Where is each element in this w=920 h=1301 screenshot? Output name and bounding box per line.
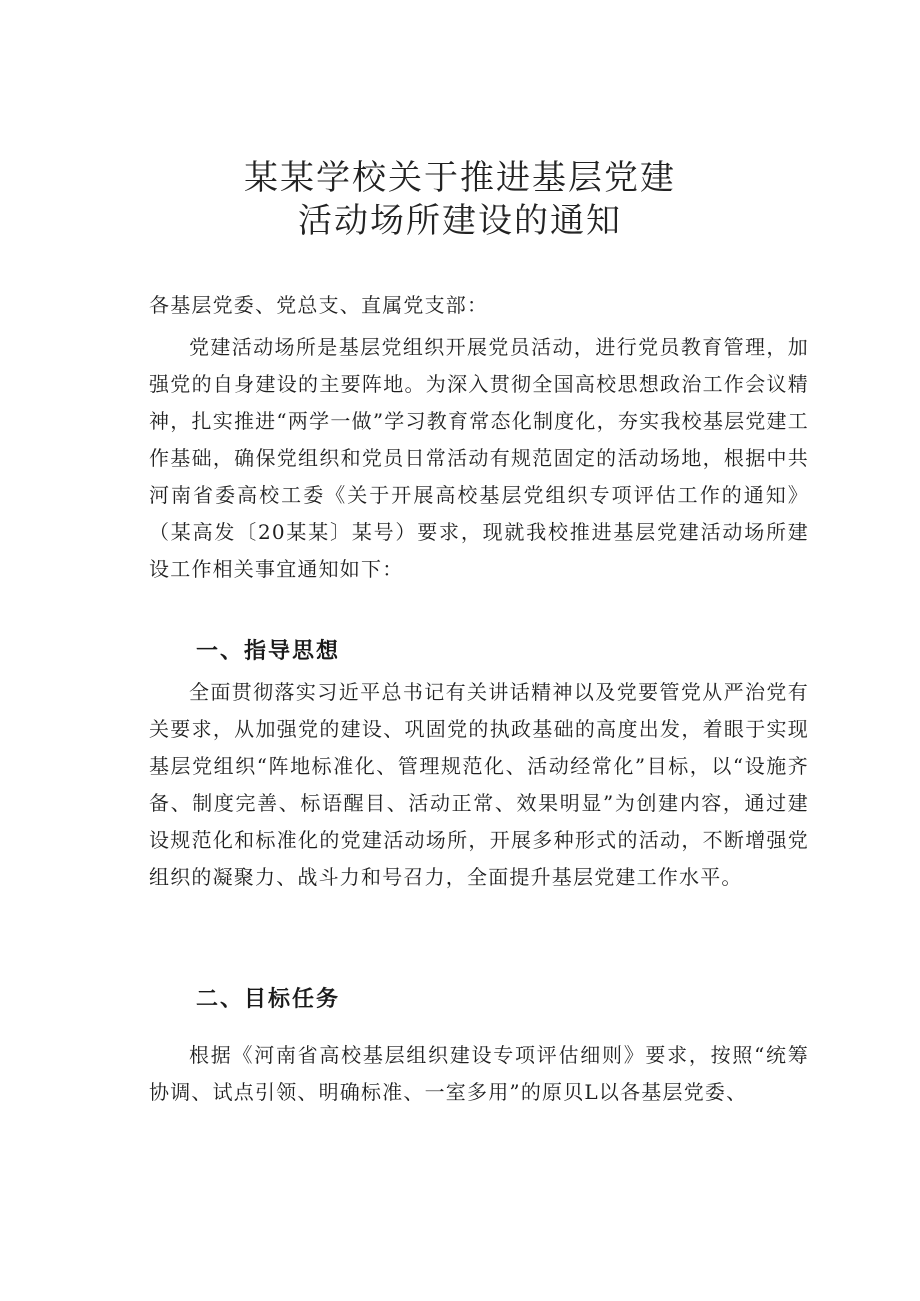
paragraph-objectives-text: 根据《河南省高校基层组织建设专项评估细则》要求，按照“统筹协调、试点引领、明确标准、一室多用”的原贝L以各基层党委、 [149,1043,809,1104]
paragraph-guiding-ideology [149,674,809,896]
salutation: 各基层党委、党总支、直属党支部： [149,293,489,317]
document-title-line-1: 某某学校关于推进基层党建 [244,158,676,198]
paragraph-guiding-ideology-text: 全面贯彻落实习近平总书记有关讲话精神以及党要管党从严治党有关要求，从加强党的建设、巩固党的执政基础的高度出发，着眼于实现基层党组织“阵地标准化、管理规范化、活动经常化”目标，以“设施齐备、制度完善、标语醒目、活动正常、效果明显”为创建内容，通过建设规范化和标准化的党建活动场所，开展多种形式的活动，不断增强党组织的凝聚力、战斗力和号召力，全面提升基层党建工作水平。 [149,680,809,889]
paragraph-intro-text: 党建活动场所是基层党组织开展党员活动，进行党员教育管理，加强党的自身建设的主要阵地。为深入贯彻全国高校思想政治工作会议精神，扎实推进“两学一做”学习教育常态化制度化，夯实我校基层党建工作基础，确保党组织和党员日常活动有规范固定的活动场地，根据中共河南省委高校工委《关于开展高校基层党组织专项评估工作的通知》（某高发〔20某某〕某号）要求，现就我校推进基层党建活动场所建设工作相关事宜通知如下： [149,335,809,581]
paragraph-intro [149,329,809,588]
document-title-line-2: 活动场所建设的通知 [298,201,622,241]
section-heading-objectives: 二、目标任务 [196,987,341,1012]
paragraph-objectives [149,1037,809,1111]
section-heading-guiding-ideology: 一、指导思想 [196,639,341,664]
